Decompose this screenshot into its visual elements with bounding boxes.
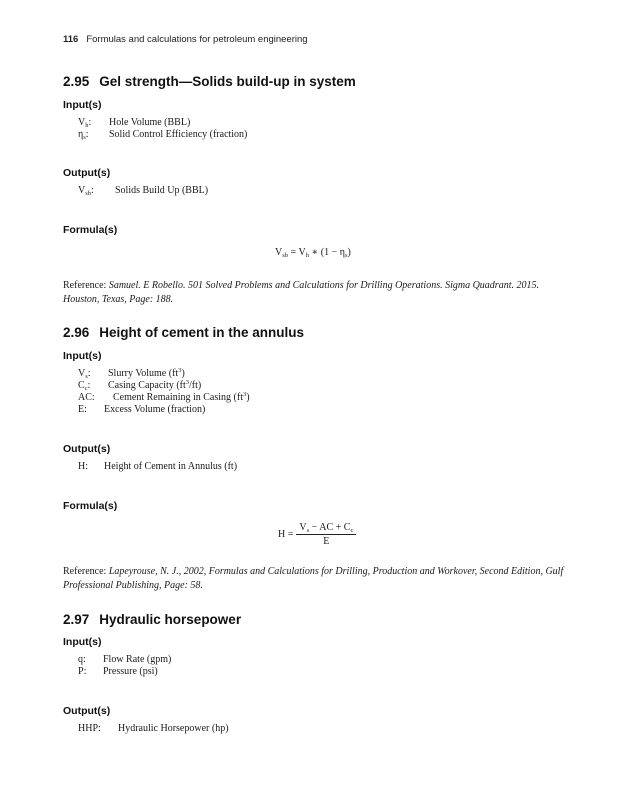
output-description: Height of Cement in Annulus (ft): [104, 461, 238, 472]
section-number: 2.97: [63, 612, 90, 627]
input-row: q: Flow Rate (gpm): [78, 654, 172, 665]
input-row: P: Pressure (psi): [78, 666, 158, 677]
section-title-2-96: [63, 325, 304, 340]
reference: Reference: Lapeyrouse, N. J., 2002, Formulas and Calculations for Drilling, Production and Workover, Second Edition, Gulf Professional Publishing, Page: 58.: [63, 566, 564, 591]
input-description: Slurry Volume $(ft^3)$: [108, 367, 185, 379]
input-description: Cement Remaining in Casing $(ft^3)$: [113, 391, 250, 403]
input-description: Hole Volume (BBL): [109, 117, 191, 128]
output-row: HHP: Hydraulic Horsepower (hp): [78, 723, 229, 734]
formulas-heading: Formula(s): [63, 500, 118, 512]
reference-citation: Lapeyrouse, N. J., 2002, Formulas and Calculations for Drilling, Production and Workover, Second Edition, Gulf Professional Publishing, Page: 58.: [63, 566, 564, 591]
input-row: $C_c$: Casing Capacity $(ft^3/ft)$: [78, 379, 202, 392]
inputs-heading: Input(s): [63, 350, 102, 362]
section-number: 2.95: [63, 74, 90, 89]
section-title-2-95: [63, 74, 356, 89]
formula-equation: H = $\frac{V_s - AC + C_c}{E}$: [278, 522, 356, 547]
input-description: Flow Rate (gpm): [103, 654, 172, 665]
inputs-heading: Input(s): [63, 99, 102, 111]
section-heading: Height of cement in the annulus: [99, 325, 305, 340]
input-description: Excess Volume (fraction): [104, 404, 206, 415]
section-number: 2.96: [63, 325, 90, 340]
section-heading: Gel strength—Solids build-up in system: [99, 74, 356, 89]
section-heading: Hydraulic horsepower: [99, 612, 242, 627]
input-row: $\eta_s$: Solid Control Efficiency (fraction): [78, 129, 248, 141]
running-header: [63, 34, 308, 45]
outputs-heading: Output(s): [63, 705, 111, 717]
formula-equation: $V_{sb} = V_h$ ∗ $(1 - \eta_s)$: [275, 247, 351, 259]
section-title-2-97: [63, 612, 241, 627]
input-row: $V_h$: Hole Volume (BBL): [78, 117, 191, 129]
input-description: Casing Capacity $(ft^3/ft)$: [108, 379, 202, 391]
input-row: $V_s$: Slurry Volume $(ft^3)$: [78, 367, 185, 380]
input-description: Pressure (psi): [103, 666, 158, 677]
output-row: H: Height of Cement in Annulus (ft): [78, 461, 238, 472]
input-row: E: Excess Volume (fraction): [78, 404, 206, 415]
input-row: AC: Cement Remaining in Casing $(ft^3)$: [78, 391, 250, 403]
reference-citation: Samuel. E Robello. 501 Solved Problems and Calculations for Drilling Operations. Sigma Quadrant. 2015. Houston, Texas, Page: 188.: [63, 280, 539, 305]
running-title: Formulas and calculations for petroleum engineering: [86, 34, 308, 45]
reference: Reference: Samuel. E Robello. 501 Solved Problems and Calculations for Drilling Operations. Sigma Quadrant. 2015. Houston, Texas, Page: 188.: [63, 280, 539, 305]
formulas-heading: Formula(s): [63, 224, 118, 236]
outputs-heading: Output(s): [63, 167, 111, 179]
output-description: Solids Build Up (BBL): [115, 185, 209, 196]
formula-fraction: $\frac{V_s - AC + C_c}{E}$: [296, 522, 356, 547]
page-number: 116: [63, 34, 79, 45]
output-description: Hydraulic Horsepower (hp): [118, 723, 229, 734]
outputs-heading: Output(s): [63, 443, 111, 455]
inputs-heading: Input(s): [63, 636, 102, 648]
input-description: Solid Control Efficiency (fraction): [109, 129, 248, 140]
output-row: $V_{sb}$: Solids Build Up (BBL): [78, 185, 209, 197]
